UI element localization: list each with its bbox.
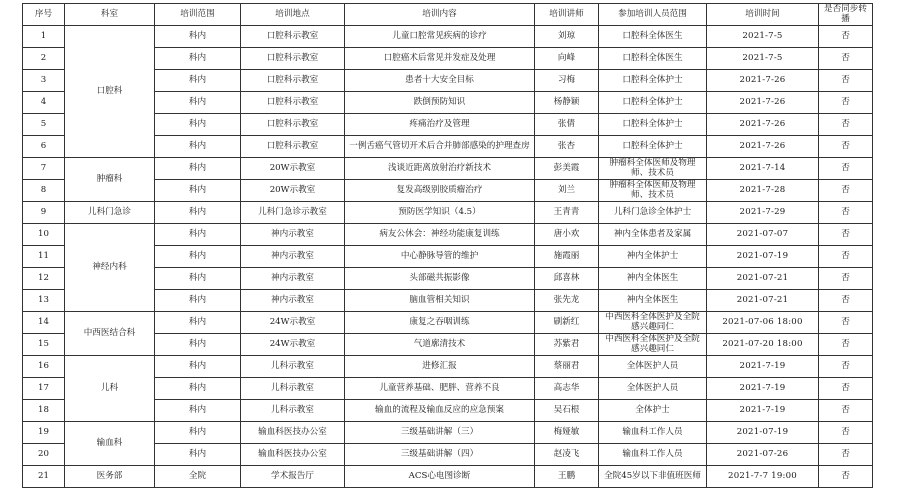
broadcast-status: 否 <box>819 180 873 202</box>
table-row <box>23 158 873 180</box>
row-number: 16 <box>23 356 65 378</box>
broadcast-status: 否 <box>819 400 873 422</box>
training-content: 头部磁共振影像 <box>345 268 535 290</box>
broadcast-status: 否 <box>819 466 873 488</box>
department-cell: 口腔科 <box>65 26 155 158</box>
broadcast-status: 否 <box>819 312 873 334</box>
department-cell: 中西医结合科 <box>65 312 155 356</box>
header-scope: 培训范围 <box>155 4 241 26</box>
training-scope: 科内 <box>155 224 241 246</box>
row-number: 6 <box>23 136 65 158</box>
training-content: 预防医学知识（4.5） <box>345 202 535 224</box>
row-number: 2 <box>23 48 65 70</box>
header-lecturer: 培训讲师 <box>535 4 599 26</box>
lecturer-name: 王鹏 <box>535 466 599 488</box>
table-row <box>23 26 873 48</box>
attendee-scope: 全体医护人员 <box>599 378 707 400</box>
training-content: 三级基础讲解（四） <box>345 444 535 466</box>
training-scope: 科内 <box>155 158 241 180</box>
training-scope: 科内 <box>155 268 241 290</box>
row-number: 4 <box>23 92 65 114</box>
training-time: 2021-07-20 18:00 <box>707 334 819 356</box>
header-content: 培训内容 <box>345 4 535 26</box>
training-time: 2021-07-21 <box>707 268 819 290</box>
broadcast-status: 否 <box>819 114 873 136</box>
department-cell: 儿科门急诊 <box>65 202 155 224</box>
header-time: 培训时间 <box>707 4 819 26</box>
training-time: 2021-7-29 <box>707 202 819 224</box>
training-location: 口腔科示教室 <box>241 114 345 136</box>
training-time: 2021-07-21 <box>707 290 819 312</box>
training-time: 2021-07-06 18:00 <box>707 312 819 334</box>
broadcast-status: 否 <box>819 378 873 400</box>
row-number: 8 <box>23 180 65 202</box>
row-number: 15 <box>23 334 65 356</box>
training-scope: 科内 <box>155 48 241 70</box>
row-number: 3 <box>23 70 65 92</box>
attendee-scope: 口腔科全体医生 <box>599 26 707 48</box>
attendee-scope: 口腔科全体护士 <box>599 136 707 158</box>
attendee-scope: 输血科工作人员 <box>599 422 707 444</box>
training-scope: 科内 <box>155 334 241 356</box>
training-location: 儿科示教室 <box>241 356 345 378</box>
row-number: 9 <box>23 202 65 224</box>
broadcast-status: 否 <box>819 224 873 246</box>
broadcast-status: 否 <box>819 334 873 356</box>
lecturer-name: 赵凌飞 <box>535 444 599 466</box>
department-cell: 输血科 <box>65 422 155 466</box>
training-content: 病友公休会：神经功能康复训练 <box>345 224 535 246</box>
lecturer-name: 吴石根 <box>535 400 599 422</box>
attendee-scope: 儿科门急诊全体护士 <box>599 202 707 224</box>
training-content: 中心静脉导管的维护 <box>345 246 535 268</box>
attendee-scope: 口腔科全体护士 <box>599 92 707 114</box>
row-number: 20 <box>23 444 65 466</box>
training-content: 进修汇报 <box>345 356 535 378</box>
training-content: ACS心电图诊断 <box>345 466 535 488</box>
row-number: 1 <box>23 26 65 48</box>
training-location: 20W示教室 <box>241 158 345 180</box>
row-number: 12 <box>23 268 65 290</box>
attendee-scope: 输血科工作人员 <box>599 444 707 466</box>
table-row <box>23 224 873 246</box>
lecturer-name: 张倩 <box>535 114 599 136</box>
training-scope: 科内 <box>155 136 241 158</box>
header-location: 培训地点 <box>241 4 345 26</box>
broadcast-status: 否 <box>819 70 873 92</box>
training-scope: 科内 <box>155 290 241 312</box>
training-time: 2021-7-26 <box>707 136 819 158</box>
training-time: 2021-7-5 <box>707 26 819 48</box>
department-cell: 肿瘤科 <box>65 158 155 202</box>
row-number: 7 <box>23 158 65 180</box>
lecturer-name: 梅娅敏 <box>535 422 599 444</box>
training-content: 儿童口腔常见疾病的诊疗 <box>345 26 535 48</box>
training-location: 神内示教室 <box>241 246 345 268</box>
attendee-scope: 口腔科全体护士 <box>599 70 707 92</box>
attendee-scope: 肿瘤科全体医师及物理师、技术员 <box>599 180 707 202</box>
lecturer-name: 刘兰 <box>535 180 599 202</box>
training-content: 脑血管相关知识 <box>345 290 535 312</box>
lecturer-name: 彭美霞 <box>535 158 599 180</box>
attendee-scope: 口腔科全体医生 <box>599 48 707 70</box>
table-row <box>23 422 873 444</box>
lecturer-name: 张先龙 <box>535 290 599 312</box>
attendee-scope: 肿瘤科全体医师及物理师、技术员 <box>599 158 707 180</box>
training-location: 儿科示教室 <box>241 378 345 400</box>
training-content: 三级基础讲解（三） <box>345 422 535 444</box>
row-number: 5 <box>23 114 65 136</box>
training-scope: 科内 <box>155 26 241 48</box>
department-cell: 神经内科 <box>65 224 155 312</box>
training-content: 患者十大安全目标 <box>345 70 535 92</box>
header-broadcast: 是否同步转播 <box>819 4 873 26</box>
table-row <box>23 202 873 224</box>
training-scope: 科内 <box>155 356 241 378</box>
department-cell: 儿科 <box>65 356 155 422</box>
training-content: 疼痛治疗及管理 <box>345 114 535 136</box>
broadcast-status: 否 <box>819 268 873 290</box>
training-time: 2021-7-26 <box>707 92 819 114</box>
training-time: 2021-7-5 <box>707 48 819 70</box>
training-location: 口腔科示教室 <box>241 26 345 48</box>
training-content: 气道廓清技术 <box>345 334 535 356</box>
lecturer-name: 向峰 <box>535 48 599 70</box>
training-location: 口腔科示教室 <box>241 92 345 114</box>
training-location: 输血科医技办公室 <box>241 444 345 466</box>
lecturer-name: 刘琼 <box>535 26 599 48</box>
training-content: 口腔癌术后常见并发症及处理 <box>345 48 535 70</box>
training-content: 儿童营养基础、肥胖、营养不良 <box>345 378 535 400</box>
training-location: 口腔科示教室 <box>241 70 345 92</box>
row-number: 14 <box>23 312 65 334</box>
table-row <box>23 312 873 334</box>
training-scope: 科内 <box>155 312 241 334</box>
lecturer-name: 张杏 <box>535 136 599 158</box>
training-location: 20W示教室 <box>241 180 345 202</box>
training-scope: 科内 <box>155 202 241 224</box>
row-number: 13 <box>23 290 65 312</box>
broadcast-status: 否 <box>819 444 873 466</box>
broadcast-status: 否 <box>819 290 873 312</box>
lecturer-name: 蔡丽君 <box>535 356 599 378</box>
training-location: 儿科门急诊示教室 <box>241 202 345 224</box>
training-scope: 科内 <box>155 92 241 114</box>
attendee-scope: 全体医护人员 <box>599 356 707 378</box>
lecturer-name: 唐小欢 <box>535 224 599 246</box>
training-scope: 科内 <box>155 114 241 136</box>
training-content: 输血的流程及输血反应的应急预案 <box>345 400 535 422</box>
training-location: 神内示教室 <box>241 268 345 290</box>
row-number: 19 <box>23 422 65 444</box>
lecturer-name: 习梅 <box>535 70 599 92</box>
lecturer-name: 高志华 <box>535 378 599 400</box>
training-content: 跌倒预防知识 <box>345 92 535 114</box>
lecturer-name: 王青青 <box>535 202 599 224</box>
table-row <box>23 356 873 378</box>
lecturer-name: 邱喜林 <box>535 268 599 290</box>
training-scope: 全院 <box>155 466 241 488</box>
table-body <box>23 26 873 488</box>
attendee-scope: 神内全体医生 <box>599 268 707 290</box>
training-time: 2021-7-28 <box>707 180 819 202</box>
broadcast-status: 否 <box>819 356 873 378</box>
training-time: 2021-7-7 19:00 <box>707 466 819 488</box>
training-location: 输血科医技办公室 <box>241 422 345 444</box>
training-time: 2021-7-19 <box>707 378 819 400</box>
training-time: 2021-07-19 <box>707 246 819 268</box>
broadcast-status: 否 <box>819 48 873 70</box>
broadcast-status: 否 <box>819 92 873 114</box>
training-location: 口腔科示教室 <box>241 48 345 70</box>
training-time: 2021-07-07 <box>707 224 819 246</box>
row-number: 10 <box>23 224 65 246</box>
training-location: 24W示教室 <box>241 334 345 356</box>
training-location: 学术报告厅 <box>241 466 345 488</box>
lecturer-name: 苏紫君 <box>535 334 599 356</box>
row-number: 18 <box>23 400 65 422</box>
training-content: 复发高级别胶质瘤治疗 <box>345 180 535 202</box>
attendee-scope: 神内全体护士 <box>599 246 707 268</box>
attendee-scope: 神内全体医生 <box>599 290 707 312</box>
training-scope: 科内 <box>155 400 241 422</box>
training-scope: 科内 <box>155 246 241 268</box>
training-time: 2021-07-26 <box>707 444 819 466</box>
row-number: 21 <box>23 466 65 488</box>
header-no: 序号 <box>23 4 65 26</box>
broadcast-status: 否 <box>819 158 873 180</box>
training-location: 24W示教室 <box>241 312 345 334</box>
broadcast-status: 否 <box>819 202 873 224</box>
broadcast-status: 否 <box>819 246 873 268</box>
training-time: 2021-7-19 <box>707 356 819 378</box>
training-scope: 科内 <box>155 422 241 444</box>
lecturer-name: 杨静颖 <box>535 92 599 114</box>
training-time: 2021-7-26 <box>707 114 819 136</box>
training-location: 儿科示教室 <box>241 400 345 422</box>
header-attendees: 参加培训人员范围 <box>599 4 707 26</box>
department-cell: 医务部 <box>65 466 155 488</box>
training-scope: 科内 <box>155 444 241 466</box>
table-row <box>23 466 873 488</box>
training-location: 神内示教室 <box>241 290 345 312</box>
attendee-scope: 全体护士 <box>599 400 707 422</box>
attendee-scope: 全院45岁以下非值班医师 <box>599 466 707 488</box>
training-time: 2021-7-19 <box>707 400 819 422</box>
table-header-row <box>23 4 873 26</box>
row-number: 17 <box>23 378 65 400</box>
training-content: 浅谈近距离放射治疗新技术 <box>345 158 535 180</box>
row-number: 11 <box>23 246 65 268</box>
lecturer-name: 刷新红 <box>535 312 599 334</box>
training-scope: 科内 <box>155 70 241 92</box>
broadcast-status: 否 <box>819 422 873 444</box>
training-content: 一例舌癌气管切开术后合并肺部感染的护理查房 <box>345 136 535 158</box>
training-location: 口腔科示教室 <box>241 136 345 158</box>
training-time: 2021-7-26 <box>707 70 819 92</box>
header-department: 科室 <box>65 4 155 26</box>
broadcast-status: 否 <box>819 136 873 158</box>
training-schedule-table <box>22 3 873 488</box>
lecturer-name: 施霞丽 <box>535 246 599 268</box>
attendee-scope: 中西医科全体医护及全院感兴趣同仁 <box>599 312 707 334</box>
training-time: 2021-07-19 <box>707 422 819 444</box>
training-time: 2021-7-14 <box>707 158 819 180</box>
broadcast-status: 否 <box>819 26 873 48</box>
attendee-scope: 中西医科全体医护及全院感兴趣同仁 <box>599 334 707 356</box>
training-content: 康复之吞咽训练 <box>345 312 535 334</box>
training-scope: 科内 <box>155 378 241 400</box>
training-scope: 科内 <box>155 180 241 202</box>
training-location: 神内示教室 <box>241 224 345 246</box>
attendee-scope: 神内全体患者及家属 <box>599 224 707 246</box>
attendee-scope: 口腔科全体护士 <box>599 114 707 136</box>
